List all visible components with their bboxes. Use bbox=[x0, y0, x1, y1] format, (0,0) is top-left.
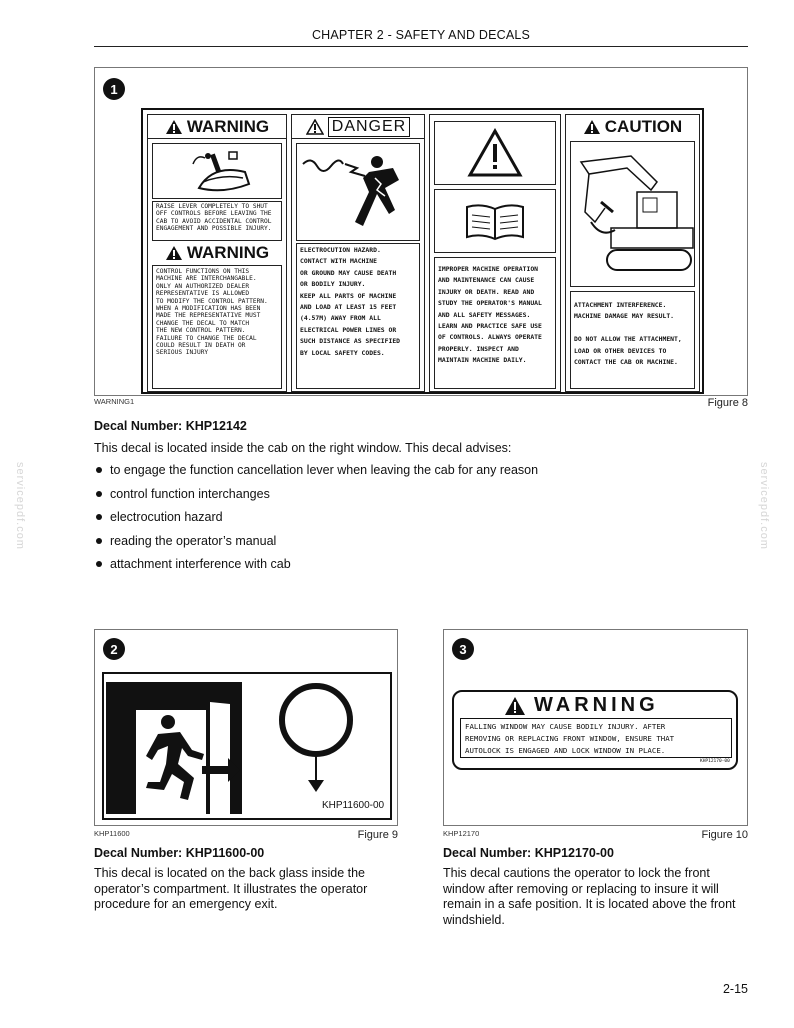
header-divider bbox=[94, 46, 748, 47]
figure-8-id: WARNING1 bbox=[94, 397, 135, 406]
warning-heading: WARNING bbox=[148, 115, 286, 139]
section-1-title: Decal Number: KHP12142 bbox=[94, 419, 247, 433]
decal-panel-caution bbox=[565, 114, 700, 392]
figure-8-label: Figure 8 bbox=[707, 397, 748, 409]
figure-10-box bbox=[443, 629, 748, 826]
bullet-dot bbox=[96, 514, 102, 520]
bullet-dot bbox=[96, 561, 102, 567]
page-number: 2-15 bbox=[722, 982, 748, 996]
warning-heading-2: WARNING bbox=[152, 243, 282, 263]
decal-panel-manual bbox=[429, 114, 561, 392]
electrocution-hazard-text: ELECTROCUTION HAZARD. CONTACT WITH MACHINE OR GROUND MAY CAUSE DEATH OR BODILY INJURY. KEEP ALL PARTS OF MACHINE AND LOAD AT LEAST 15 FEET (4.57M) AWAY FROM ALL ELECTRICAL POWER LINES OR SUCH DISTANCE AS SPECIFIED BY LOCAL SAFETY CODES. bbox=[296, 243, 420, 389]
manual-illustration bbox=[434, 189, 556, 253]
caution-heading: CAUTION bbox=[566, 115, 699, 139]
watermark-right: servicepdf.com bbox=[758, 462, 770, 550]
lever-warning-text: RAISE LEVER COMPLETELY TO SHUT OFF CONTROLS BEFORE LEAVING THE CAB TO AVOID ACCIDENTAL CONTROL ENGAGEMENT AND POSSIBLE INJURY. bbox=[152, 201, 282, 241]
bullet-dot bbox=[96, 491, 102, 497]
chapter-header: CHAPTER 2 - SAFETY AND DECALS bbox=[311, 28, 531, 42]
decal-part-code: KHP12170-00 bbox=[700, 759, 730, 764]
bullet-dot bbox=[96, 467, 102, 473]
bullet-item: reading the operator’s manual bbox=[96, 534, 276, 548]
figure-badge: 3 bbox=[452, 638, 474, 660]
electrocution-illustration bbox=[296, 143, 420, 241]
figure-10-label: Figure 10 bbox=[701, 829, 748, 841]
control-pattern-warning-text: CONTROL FUNCTIONS ON THIS MACHINE ARE INTERCHANGABLE. ONLY AN AUTHORIZED DEALER REPRESENTATIVE IS ALLOWED TO MODIFY THE CONTROL PATTERN. WHEN A MODIFICATION HAS BEEN MADE THE REPRESENTATIVE MUST CHANGE THE DECAL TO MATCH THE NEW CONTROL PATTERN. FAILURE TO CHANGE THE DECAL COULD RESULT IN DEATH OR SERIOUS INJURY bbox=[152, 265, 282, 389]
window-warning-box bbox=[460, 718, 732, 758]
bullet-item: to engage the function cancellation lever when leaving the cab for any reason bbox=[96, 463, 538, 477]
decal-panel-danger bbox=[291, 114, 425, 392]
figure-9-box bbox=[94, 629, 398, 826]
figure-badge: 2 bbox=[103, 638, 125, 660]
section-3-body: This decal cautions the operator to lock the front window after removing or replacing to insure it will remain in a safe position. It is located above the front windshield. bbox=[443, 866, 736, 927]
excavator-illustration bbox=[570, 141, 695, 287]
exit-direction-icon bbox=[272, 680, 360, 796]
electrocution-icon bbox=[297, 144, 419, 240]
section-1-intro: This decal is located inside the cab on the right window. This decal advises: bbox=[94, 441, 512, 455]
lever-illustration bbox=[152, 143, 282, 199]
bullet-item: electrocution hazard bbox=[96, 510, 223, 524]
warning-triangle-icon bbox=[165, 119, 183, 135]
bullet-item: attachment interference with cab bbox=[96, 557, 291, 571]
decal-khp12170 bbox=[452, 690, 738, 770]
bullet-item: control function interchanges bbox=[96, 487, 270, 501]
figure-9-id: KHP11600 bbox=[94, 829, 130, 838]
caution-triangle-icon bbox=[583, 119, 601, 135]
open-book-icon bbox=[463, 201, 527, 241]
window-warning-heading: WARNING bbox=[504, 694, 694, 717]
attachment-interference-text: ATTACHMENT INTERFERENCE. MACHINE DAMAGE MAY RESULT. DO NOT ALLOW THE ATTACHMENT, LOAD OR OTHER DEVICES TO CONTACT THE CAB OR MACHINE. bbox=[570, 291, 695, 389]
excavator-icon bbox=[571, 142, 694, 286]
section-3-title: Decal Number: KHP12170-00 bbox=[443, 846, 614, 860]
decal-khp12142 bbox=[141, 108, 704, 394]
section-2-body: This decal is located on the back glass inside the operator’s compartment. It illustrates the operator procedure for an emergency exit. bbox=[94, 866, 368, 911]
figure-10-id: KHP12170 bbox=[443, 829, 480, 838]
emergency-exit-icon bbox=[106, 682, 246, 814]
decal-part-label: KHP11600-00 bbox=[322, 800, 385, 811]
decal-khp11600 bbox=[102, 672, 392, 820]
warning-triangle-icon bbox=[504, 696, 526, 716]
alert-illustration bbox=[434, 121, 556, 185]
operation-manual-text: IMPROPER MACHINE OPERATION AND MAINTENANCE CAN CAUSE INJURY OR DEATH. READ AND STUDY THE OPERATOR'S MANUAL AND ALL SAFETY MESSAGES. LEARN AND PRACTICE SAFE USE OF CONTROLS. ALWAYS OPERATE PROPERLY. INSPECT AND MAINTAIN MACHINE DAILY. bbox=[434, 257, 556, 389]
watermark-left: servicepdf.com bbox=[14, 462, 26, 550]
window-warning-text: FALLING WINDOW MAY CAUSE BODILY INJURY. AFTER REMOVING OR REPLACING FRONT WINDOW, ENSURE THAT AUTOLOCK IS ENGAGED AND LOCK WINDOW IN PLACE. bbox=[465, 722, 675, 755]
section-2-title: Decal Number: KHP11600-00 bbox=[94, 846, 265, 860]
bullet-dot bbox=[96, 538, 102, 544]
decal-panel-warning bbox=[147, 114, 287, 392]
control-lever-icon bbox=[153, 144, 281, 198]
danger-heading: DANGER bbox=[292, 115, 424, 139]
alert-triangle-icon bbox=[467, 128, 523, 178]
danger-triangle-icon bbox=[306, 119, 324, 135]
warning-triangle-icon bbox=[165, 245, 183, 261]
figure-badge: 1 bbox=[103, 78, 125, 100]
figure-9-label: Figure 9 bbox=[357, 829, 398, 841]
figure-8-box bbox=[94, 67, 748, 396]
